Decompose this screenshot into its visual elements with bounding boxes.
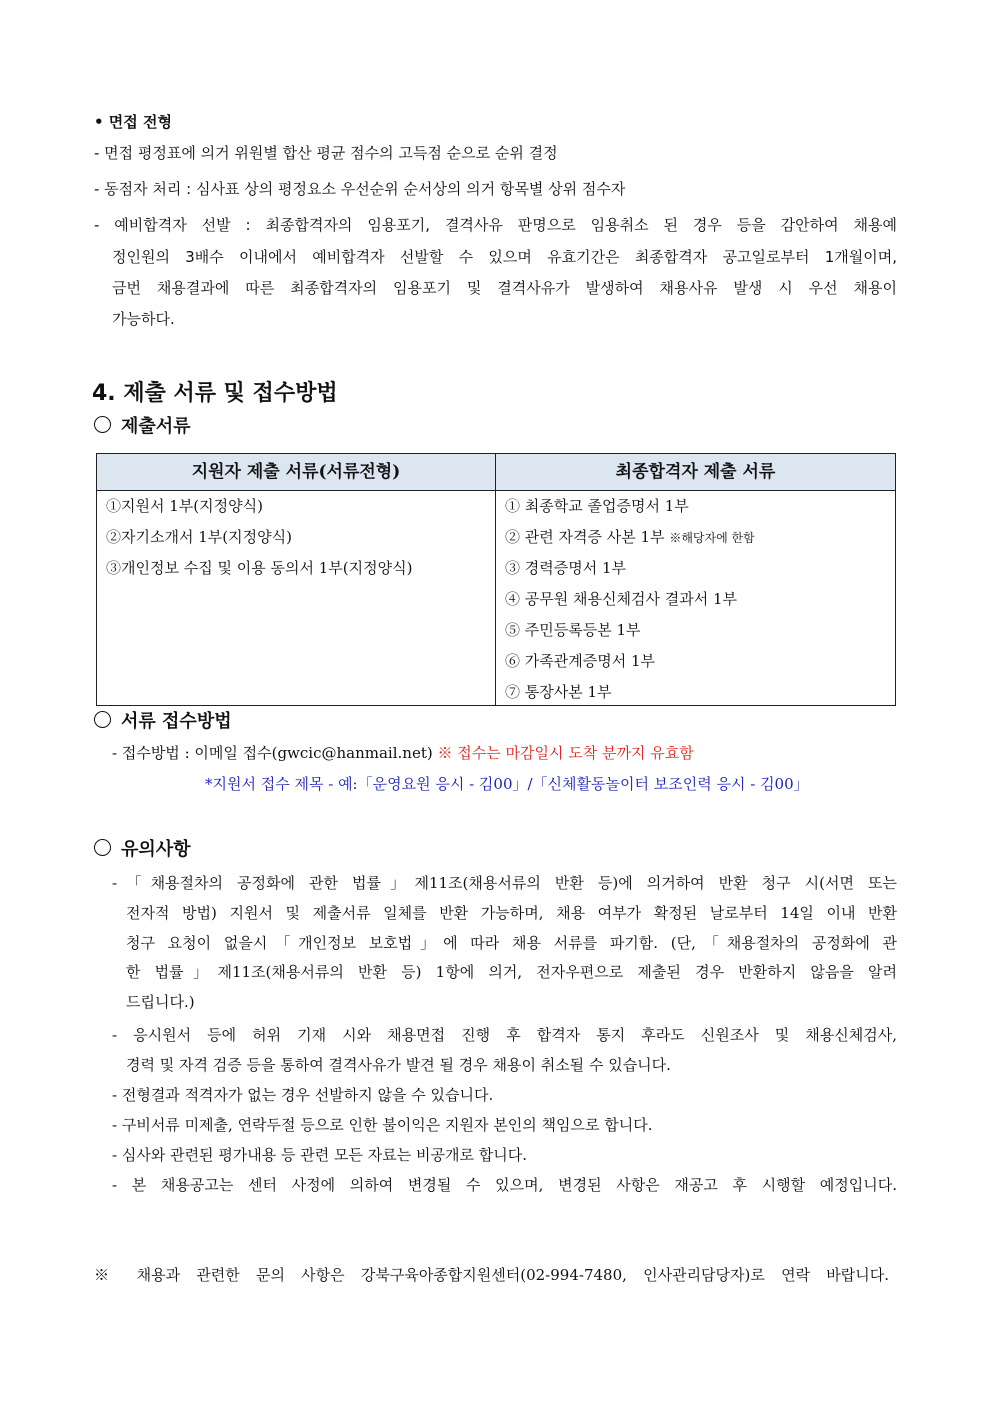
interview-reserve-line: 금번 채용결과에 따른 최종합격자의 임용포기 및 결격사유가 발생하여 채용사유 발생 시 우선 채용이 xyxy=(112,279,897,297)
circle-bullet-icon xyxy=(94,711,111,728)
notes-item: - 심사와 관련된 평가내용 등 관련 모든 자료는 비공개로 합니다. xyxy=(112,1146,528,1164)
applicant-doc-item: ①지원서 1부(지정양식) xyxy=(106,497,263,515)
circle-bullet-icon xyxy=(94,839,111,856)
notes-heading-label: 유의사항 xyxy=(121,839,191,860)
interview-item-reserve: - 예비합격자 선발 : 최종합격자의 임용포기, 결격사유 판명으로 임용취소 된 경우 등을 감안하여 채용예 xyxy=(94,216,897,234)
receipt-deadline-note: ※ 접수는 마감일시 도착 분까지 유효함 xyxy=(437,744,694,762)
final-doc-note: ※해당자에 한함 xyxy=(669,531,755,545)
final-doc-item-label: ② 관련 자격증 사본 1부 xyxy=(505,528,665,546)
notes-para2-line: 경력 및 자격 검증 등을 통하여 결격사유가 발견 될 경우 채용이 취소될 수 있습니다. xyxy=(126,1056,671,1074)
final-doc-item: ⑥ 가족관계증명서 1부 xyxy=(505,652,656,670)
receipt-method-line xyxy=(112,743,694,763)
notes-para1-line: 청구 요청이 없을시「개인정보 보호법」에 따라 채용 서류를 파기함. (단,「채용절차의 공정화에 관 xyxy=(126,934,897,952)
notes-para1-line: 드립니다.) xyxy=(126,993,195,1011)
table-header-final: 최종합격자 제출 서류 xyxy=(496,454,895,491)
interview-reserve-line: 가능하다. xyxy=(112,310,175,328)
receipt-heading xyxy=(94,707,232,733)
notes-heading xyxy=(94,835,191,861)
notes-item: - 본 채용공고는 센터 사정에 의하여 변경될 수 있으며, 변경된 사항은 재공고 후 시행할 예정입니다. xyxy=(112,1176,897,1194)
final-doc-item: ④ 공무원 채용신체검사 결과서 1부 xyxy=(505,590,737,608)
notes-para2-line: - 응시원서 등에 허위 기재 시와 채용면접 진행 후 합격자 통지 후라도 신원조사 및 채용신체검사, xyxy=(112,1026,897,1044)
notes-para1-line: 한 법률」제11조(채용서류의 반환 등) 1항에 의거, 전자우편으로 제출된 경우 반환하지 않음을 알려 xyxy=(126,963,897,981)
notes-item: - 전형결과 적격자가 없는 경우 선발하지 않을 수 있습니다. xyxy=(112,1086,494,1104)
interview-title: • 면접 전형 xyxy=(94,113,172,131)
section-heading: 4. 제출 서류 및 접수방법 xyxy=(92,381,338,406)
docs-heading xyxy=(94,412,191,438)
table-column-divider xyxy=(495,454,496,705)
notes-item: - 구비서류 미제출, 연락두절 등으로 인한 불이익은 지원자 본인의 책임으로 합니다. xyxy=(112,1116,653,1134)
contact-note: ※ 채용과 관련한 문의 사항은 강북구육아종합지원센터(02-994-7480, 인사관리담당자)로 연락 바랍니다. xyxy=(94,1266,889,1284)
applicant-doc-item: ③개인정보 수집 및 이용 동의서 1부(지정양식) xyxy=(106,559,413,577)
final-doc-item: ① 최종학교 졸업증명서 1부 xyxy=(505,497,689,515)
final-doc-item-with-note xyxy=(505,527,755,548)
receipt-subject-note: *지원서 접수 제목 - 예:「운영요원 응시 - 김00」/「신체활동놀이터 보조인력 응시 - 김00」 xyxy=(205,775,809,793)
interview-item-ranking: - 면접 평정표에 의거 위원별 합산 평균 점수의 고득점 순으로 순위 결정 xyxy=(94,144,558,162)
documents-table xyxy=(96,453,896,706)
applicant-doc-item: ②자기소개서 1부(지정양식) xyxy=(106,528,292,546)
final-doc-item: ⑤ 주민등록등본 1부 xyxy=(505,621,641,639)
notes-para1-line: 전자적 방법) 지원서 및 제출서류 일체를 반환 가능하며, 채용 여부가 확정된 날로부터 14일 이내 반환 xyxy=(126,904,897,922)
circle-bullet-icon xyxy=(94,416,111,433)
notes-para1-line: -「채용절차의 공정화에 관한 법률」제11조(채용서류의 반환 등)에 의거하여 반환 청구 시(서면 또는 xyxy=(112,874,897,892)
final-doc-item: ⑦ 통장사본 1부 xyxy=(505,683,612,701)
interview-reserve-line: 정인원의 3배수 이내에서 예비합격자 선발할 수 있으며 유효기간은 최종합격자 공고일로부터 1개월이며, xyxy=(112,248,897,266)
table-header-applicant: 지원자 제출 서류(서류전형) xyxy=(97,454,495,491)
receipt-heading-label: 서류 접수방법 xyxy=(121,711,232,732)
receipt-method: - 접수방법 : 이메일 접수(gwcic@hanmail.net) xyxy=(112,744,433,762)
docs-heading-label: 제출서류 xyxy=(121,416,191,437)
interview-item-tiebreak: - 동점자 처리 : 심사표 상의 평정요소 우선순위 순서상의 의거 항목별 상위 점수자 xyxy=(94,180,626,198)
final-doc-item: ③ 경력증명서 1부 xyxy=(505,559,627,577)
